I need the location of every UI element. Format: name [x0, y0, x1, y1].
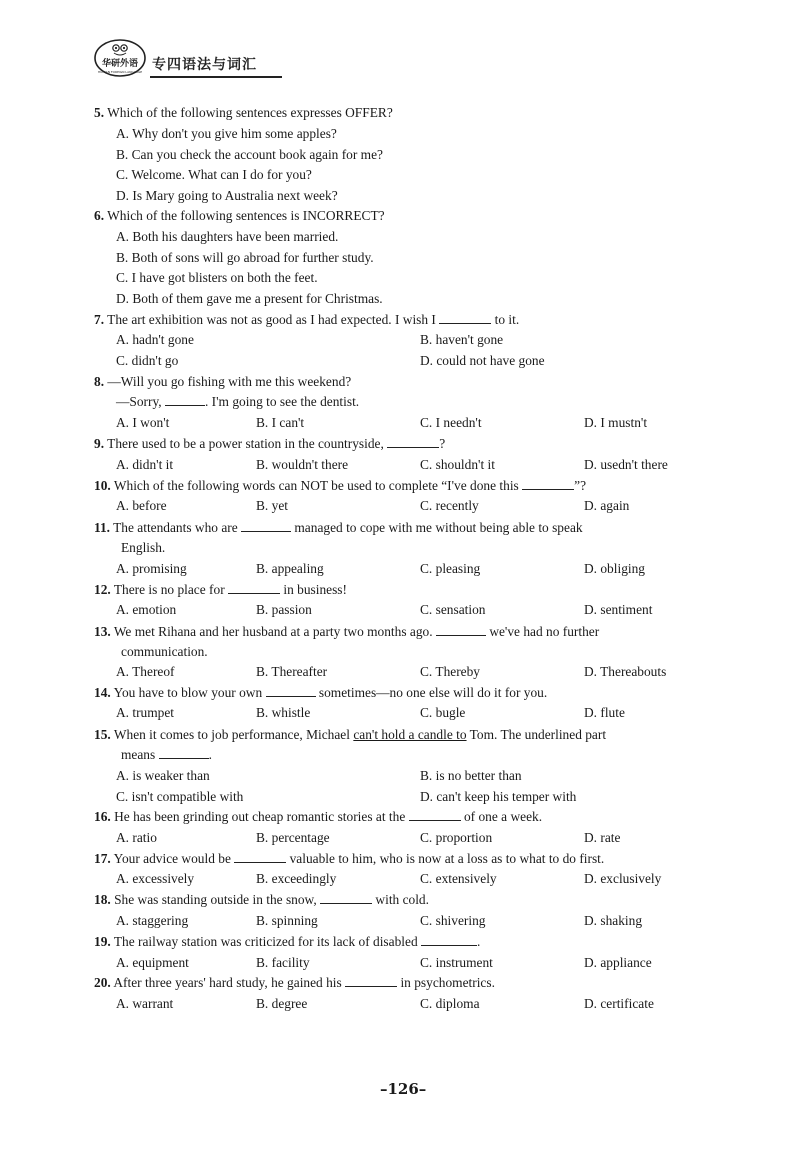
q15-option-b: B. is no better than [420, 768, 522, 783]
q17-option-c: C. extensively [420, 871, 497, 886]
q10-option-a: A. before [116, 498, 167, 513]
answer-blank [234, 849, 286, 863]
answer-blank [165, 392, 205, 406]
q20-option-b: B. degree [256, 996, 308, 1011]
question-11-line2: English. [121, 540, 166, 555]
q18-option-a: A. staggering [116, 913, 189, 928]
answer-blank [421, 932, 477, 946]
q20-option-a: A. warrant [116, 996, 174, 1011]
q18-option-c: C. shivering [420, 913, 486, 928]
q15-option-a: A. is weaker than [116, 768, 210, 783]
q6-option-a: A. Both his daughters have been married. [116, 229, 339, 244]
q5-option-a: A. Why don't you give him some apples? [116, 126, 337, 141]
q10-option-c: C. recently [420, 498, 479, 513]
q17-option-a: A. excessively [116, 871, 195, 886]
question-8: 8. —Will you go fishing with me this weekend? [94, 374, 352, 389]
q12-option-c: C. sensation [420, 602, 486, 617]
q13-option-a: A. Thereof [116, 664, 175, 679]
question-16: 16. He has been grinding out cheap romantic stories at the of one a week. [94, 809, 543, 824]
question-18: 18. She was standing outside in the snow, with cold. [94, 892, 429, 907]
q11-option-c: C. pleasing [420, 561, 481, 576]
q19-option-c: C. instrument [420, 955, 493, 970]
q14-option-b: B. whistle [256, 705, 311, 720]
q6-option-b: B. Both of sons will go abroad for further study. [116, 250, 374, 265]
q7-option-b: B. haven't gone [420, 332, 504, 347]
q7-option-d: D. could not have gone [420, 353, 545, 368]
q5-option-d: D. Is Mary going to Australia next week? [116, 188, 338, 203]
q18-option-d: D. shaking [584, 913, 643, 928]
header-underline [150, 76, 282, 78]
answer-blank [436, 622, 486, 636]
q19-option-d: D. appliance [584, 955, 652, 970]
question-19: 19. The railway station was criticized for its lack of disabled . [94, 934, 481, 949]
q8-option-c: C. I needn't [420, 415, 482, 430]
q9-option-c: C. shouldn't it [420, 457, 495, 472]
answer-blank [320, 890, 372, 904]
question-13-line2: communication. [121, 644, 208, 659]
q16-option-c: C. proportion [420, 830, 493, 845]
question-6: 6. Which of the following sentences is INCORRECT? [94, 208, 385, 223]
q7-option-a: A. hadn't gone [116, 332, 194, 347]
huayan-logo-icon [94, 38, 150, 78]
question-13: 13. We met Rihana and her husband at a party two months ago. we've had no further [94, 624, 600, 639]
q14-option-a: A. trumpet [116, 705, 175, 720]
q7-option-c: C. didn't go [116, 353, 179, 368]
question-17: 17. Your advice would be valuable to him, who is now at a loss as to what to do first. [94, 851, 605, 866]
question-12: 12. There is no place for in business! [94, 582, 347, 597]
q11-option-d: D. obliging [584, 561, 646, 576]
answer-blank [387, 434, 439, 448]
q12-option-b: B. passion [256, 602, 312, 617]
page-number: –126– [380, 1080, 427, 1098]
q9-option-a: A. didn't it [116, 457, 174, 472]
page-header [88, 36, 288, 84]
question-15: 15. When it comes to job performance, Michael can't hold a candle to Tom. The underlined part [94, 727, 607, 742]
q15-option-c: C. isn't compatible with [116, 789, 244, 804]
q10-option-d: D. again [584, 498, 630, 513]
question-7: 7. The art exhibition was not as good as I had expected. I wish I to it. [94, 312, 520, 327]
answer-blank [409, 807, 461, 821]
q8-option-d: D. I mustn't [584, 415, 648, 430]
q18-option-b: B. spinning [256, 913, 318, 928]
q14-option-d: D. flute [584, 705, 625, 720]
q19-option-a: A. equipment [116, 955, 189, 970]
question-10: 10. Which of the following words can NOT be used to complete “I've done this ”? [94, 478, 587, 493]
q10-option-b: B. yet [256, 498, 288, 513]
logo-subtext: HUAYAN FOREIGN LANGUAGE [97, 70, 143, 74]
answer-blank [159, 745, 209, 759]
q5-option-c: C. Welcome. What can I do for you? [116, 167, 312, 182]
underlined-phrase: can't hold a candle to [353, 727, 467, 742]
answer-blank [439, 310, 491, 324]
q9-option-d: D. usedn't there [584, 457, 668, 472]
q12-option-d: D. sentiment [584, 602, 653, 617]
logo-text: 华研外语 [101, 59, 139, 69]
q16-option-a: A. ratio [116, 830, 157, 845]
question-5: 5. Which of the following sentences expresses OFFER? [94, 105, 393, 120]
q11-option-b: B. appealing [256, 561, 324, 576]
q19-option-b: B. facility [256, 955, 310, 970]
q14-option-c: C. bugle [420, 705, 466, 720]
q15-option-d: D. can't keep his temper with [420, 789, 577, 804]
q6-option-d: D. Both of them gave me a present for Christmas. [116, 291, 383, 306]
answer-blank [522, 476, 574, 490]
q8-option-b: B. I can't [256, 415, 305, 430]
q16-option-d: D. rate [584, 830, 621, 845]
question-14: 14. You have to blow your own sometimes—no one else will do it for you. [94, 685, 548, 700]
question-11: 11. The attendants who are managed to cope with me without being able to speak [94, 520, 583, 535]
q5-option-b: B. Can you check the account book again for me? [116, 147, 383, 162]
q17-option-b: B. exceedingly [256, 871, 337, 886]
q20-option-c: C. diploma [420, 996, 480, 1011]
q8-option-a: A. I won't [116, 415, 170, 430]
q6-option-c: C. I have got blisters on both the feet. [116, 270, 318, 285]
q13-option-c: C. Thereby [420, 664, 480, 679]
q11-option-a: A. promising [116, 561, 187, 576]
header-title: 专四语法与词汇 [152, 57, 257, 73]
answer-blank [228, 580, 280, 594]
answer-blank [345, 973, 397, 987]
q16-option-b: B. percentage [256, 830, 330, 845]
question-9: 9. There used to be a power station in the countryside, ? [94, 436, 446, 451]
question-8-reply: —Sorry, . I'm going to see the dentist. [116, 394, 360, 409]
question-15-line2: means . [121, 747, 212, 762]
q20-option-d: D. certificate [584, 996, 654, 1011]
question-20: 20. After three years' hard study, he gained his in psychometrics. [94, 975, 495, 990]
q12-option-a: A. emotion [116, 602, 177, 617]
q13-option-d: D. Thereabouts [584, 664, 667, 679]
q13-option-b: B. Thereafter [256, 664, 328, 679]
answer-blank [266, 683, 316, 697]
answer-blank [241, 518, 291, 532]
q9-option-b: B. wouldn't there [256, 457, 349, 472]
q17-option-d: D. exclusively [584, 871, 662, 886]
